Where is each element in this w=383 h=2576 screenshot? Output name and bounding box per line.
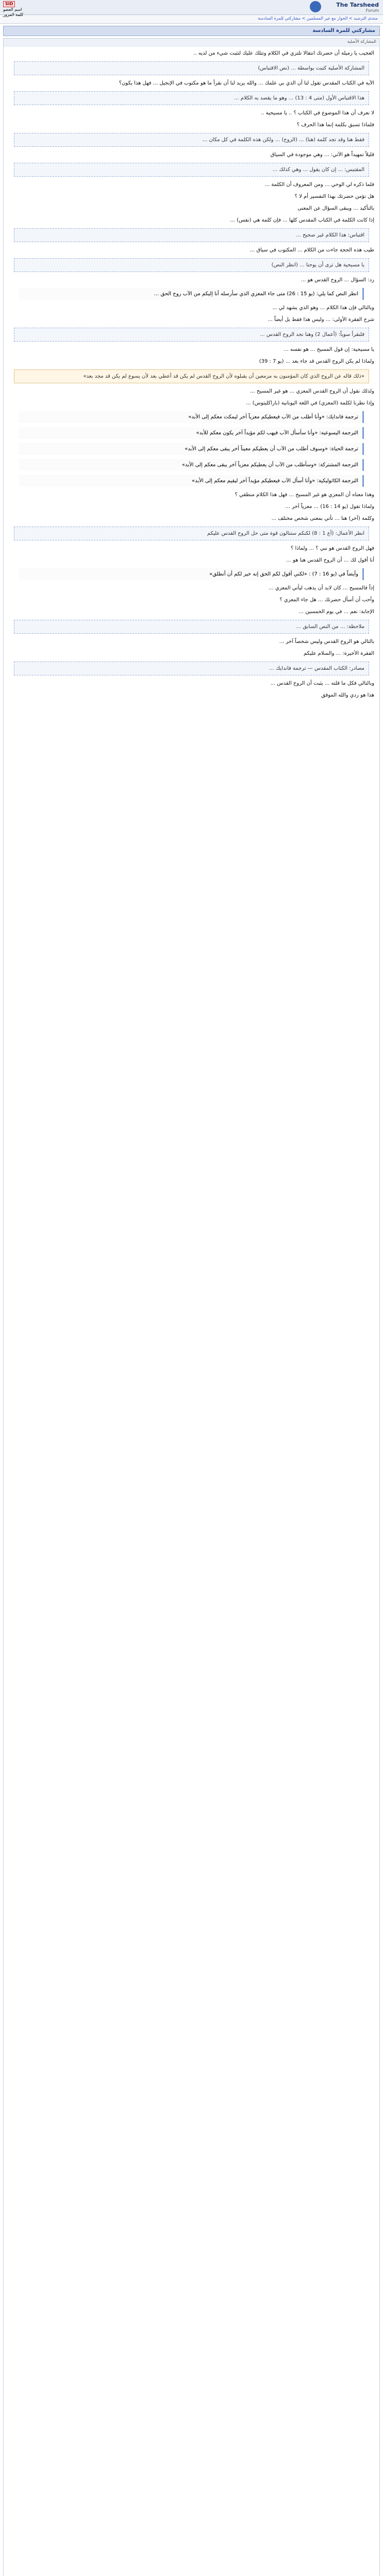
post-paragraph: الآية في الكتاب المقدس تقول لنا أن الذي بي علمك ... والله يريد لنا أن نقرأ ما هو مكتوب في الإنجيل ... فهل هذا يكون؟ [119, 80, 374, 86]
verse-block: انظر النص كما يلي: (يو 15 : 26) متى جاء المعزي الذي سأرسله أنا إليكم من الآب روح الحق ... [19, 288, 364, 300]
quote-block: المشاركة الأصلية كتبت بواسطة ... (نص الاقتباس) [14, 61, 369, 75]
post-paragraph: لا نعرف أن هذا الموضوع في الكتاب ؟ .. يا مسيحية .. [261, 110, 374, 116]
post-paragraph: وأحب أن أسأل حضرتك ... هل جاء المعزي ؟ [279, 597, 374, 603]
verse-block: ترجمة الحياة: «وسوف أطلب من الآب أن يعطيكم معيناً آخر يبقى معكم إلى الأبد» [19, 443, 364, 455]
verse-block: الترجمة المشتركة: «وسأطلب من الآب أن يعطيكم معزياً آخر يبقى معكم إلى الأبد» [19, 459, 364, 471]
verse-block: وأيضاً في (يو 16 : 7) : «لكني أقول لكم الحق إنه خير لكم أن أنطلق» [19, 568, 364, 580]
post-body [4, 46, 379, 2576]
post-meta: المشاركة الأصلية [4, 39, 379, 46]
post-paragraph: العجيب يا زميلة أن حضرتك انتقالا تلتزي في الكلام وتتلك عليك لتثبت شيء من لديه .. [193, 50, 374, 56]
post-spacer [9, 703, 374, 2576]
quote-block: فلنقرأ سوياً: (أعمال 2) وهنا نجد الروح القدس ... [14, 328, 369, 342]
username-label: اسم العضو [3, 7, 22, 12]
post-paragraph: هذا هو ردي والله الموفق [321, 692, 374, 698]
quote-block: انظر الأعمال: (أع 1 : 8) لكنكم ستنالون قوة متى حل الروح القدس عليكم [14, 527, 369, 540]
verse-block: ترجمة فاندايك: «وأنا أطلب من الآب فيعطيكم معزياً آخر ليمكث معكم إلى الأبد» [19, 411, 364, 423]
post-paragraph: هل تؤمن حضرتك بهذا التفسير أم لا ؟ [294, 194, 374, 199]
password-label: كلمة المرور [3, 12, 24, 17]
post-paragraph: فلما ذكره لي الوحي ... ومن المعروف أن الكلمة ... [264, 182, 374, 188]
post-paragraph: قليلاً تمهيداً هو الآتي: ... وهي موجودة في السياق [270, 152, 374, 158]
top-bar [0, 0, 383, 15]
post-paragraph: وإذا نظرنا لكلمة (المعزي) في اللغة اليونانية (باراكليتوس) ... [246, 400, 374, 406]
post-paragraph: وهذا معناه أن المعزي هو غير المسيح ... فهل هذا الكلام منطقي ؟ [235, 492, 374, 498]
post-paragraph: وبالتالي فكل ما قلته ... يثبت أن الروح القدس ... [270, 681, 374, 686]
post-paragraph: شرح الفقرة الأولى: ... وليس هذا فقط بل أيضاً ... [268, 317, 374, 323]
quote-block: ملاحظة: ... من النص السابق ... [14, 620, 369, 634]
post-paragraph: ولذلك نقول أن الروح القدس المعزي ... هو غير المسيح ... [250, 388, 374, 394]
breadcrumb[interactable]: منتدى الترشيد > الحوار مع غير المسلمين > مشاركتي للمرة السادسة [0, 15, 383, 24]
post-paragraph: فلماذا تسبق بكلمة إنما هذا الحرف ؟ [296, 122, 374, 128]
quote-block: يا مسيحية هل ترى أن يوحنا ... (انظر النص) [14, 258, 369, 272]
highlighted-quote: «ذلك قاله عن الروح الذي كان المؤمنون به مزمعين أن يقبلوه لأن الروح القدس لم يكن قد أعطي بعد لأن يسوع لم يكن قد مجد بعد» [14, 369, 369, 383]
brand-title: The Tarsheed [336, 2, 379, 8]
post-paragraph: بالتأكيد ... ويبقى السؤال عن المعنى [297, 206, 374, 211]
quote-block: المقتبس: ... إن كان يقول ... وهي كذلك ... [14, 163, 369, 177]
post-paragraph: أنا أقول لك ... أن الروح القدس هنا هو ... [286, 557, 374, 563]
verse-block: الترجمة الكاثوليكية: «وأنا أسأل الآب فيعطيكم مؤيداً آخر ليقيم معكم إلى الأبد» [19, 475, 364, 487]
post-paragraph: ولماذا تقول (يو 14 : 16) ... معزياً آخر ... [285, 504, 374, 510]
quote-block: مصادر: الكتاب المقدس — ترجمة فاندايك ... [14, 662, 369, 675]
login-box [3, 1, 23, 18]
post-paragraph: بالتالي هو الروح القدس وليس شخصاً آخر ... [279, 639, 374, 645]
post-paragraph: الإجابة: نعم ... في يوم الخمسين ... [298, 609, 374, 615]
verse-block: الترجمة اليسوعية: «وأنا سأسأل الآب فيهب لكم مؤيداً آخر يكون معكم للأبد» [19, 427, 364, 439]
post-paragraph: فهل الروح القدس هو نبي ؟ ... ولماذا ؟ [290, 546, 374, 551]
post [3, 38, 380, 2576]
post-paragraph: رد: السؤال ... الروح القدس هو ... [301, 277, 374, 283]
post-paragraph: الفقرة الأخيرة: ... والسلام عليكم [304, 651, 374, 656]
post-paragraph: يا مسيحية: إن قول المسيح ... هو نفسه ... [284, 347, 374, 352]
thread-title: مشاركتي للمرة السادسة [3, 26, 380, 36]
post-paragraph: وبالتالي فإن هذا الكلام ... وهو الذي يشهد لي ... [272, 305, 374, 311]
quote-block: هذا الاقتباس الأول (متى 4 : 13) ... وهو ما يقصد به الكلام ... [14, 91, 369, 105]
quote-block: فقط هنا وقد تجد كلمة (هنا) ... (الروح) ... ولكن هذه الكلمة في كل مكان ... [14, 133, 369, 147]
post-paragraph: وكلمة (آخر) هنا ... تأتي بمعنى شخص مختلف ... [271, 516, 374, 521]
post-paragraph: طيب هذه الحجة جاءت من الكلام ... المكتوب في سياق ... [249, 247, 374, 253]
quote-block: اقتباس: هذا الكلام غير صحيح ... [14, 228, 369, 242]
forum-logo-icon [310, 1, 321, 12]
post-paragraph: إذاً فالمسيح ... كان لابد أن يذهب ليأتي المعزي ... [269, 585, 374, 591]
post-paragraph: ولماذا لم يكن الروح القدس قد جاء بعد ... (يو 7 : 39) [259, 359, 374, 364]
brand [336, 2, 379, 13]
sid-badge[interactable]: SID [3, 1, 15, 7]
post-paragraph: إذا كانت الكلمة في الكتاب المقدس كلها ... فإن كلمة هي (نفس) ... [230, 217, 374, 223]
brand-subtitle: Forum [365, 8, 379, 13]
